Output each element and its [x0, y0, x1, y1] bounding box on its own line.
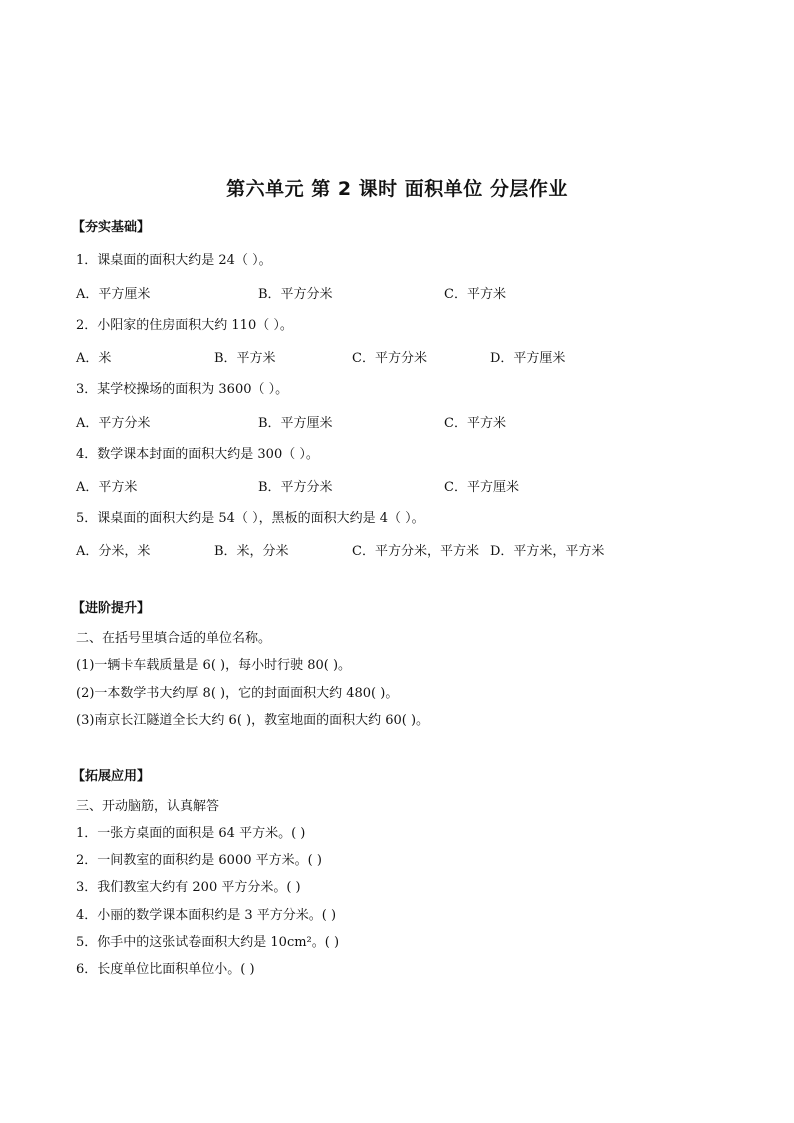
option-a[interactable]: A．米: [76, 351, 112, 366]
option-c[interactable]: C．平方厘米: [444, 480, 519, 495]
question-stem-2: 2．小阳家的住房面积大约 110（ ）。: [76, 318, 293, 333]
judge-item-5: 5．你手中的这张试卷面积大约是 10cm²。( ): [76, 935, 340, 950]
option-c[interactable]: C．平方分米: [352, 351, 427, 366]
fill-blank-item-3: (3)南京长江隧道全长大约 6( )，教室地面的面积大约 60( )。: [76, 713, 430, 728]
question-stem-5: 5．课桌面的面积大约是 54（ ），黑板的面积大约是 4（ ）。: [76, 511, 425, 526]
fill-blank-item-1: (1)一辆卡车载质量是 6( )，每小时行驶 80( )。: [76, 658, 352, 673]
question-options-5: [76, 540, 716, 558]
option-b[interactable]: B．米，分米: [214, 544, 289, 559]
fill-blank-item-2: (2)一本数学书大约厚 8( )，它的封面面积大约 480( )。: [76, 686, 399, 701]
judge-item-2: 2．一间教室的面积约是 6000 平方米。( ): [76, 853, 322, 868]
judge-item-6: 6．长度单位比面积单位小。( ): [76, 962, 255, 977]
question-options-1: [76, 283, 716, 301]
option-d[interactable]: D．平方厘米: [490, 351, 566, 366]
option-b[interactable]: B．平方分米: [258, 287, 333, 302]
section-intro-advanced: 二、在括号里填合适的单位名称。: [76, 631, 272, 646]
option-a[interactable]: A．平方厘米: [76, 287, 151, 302]
judge-item-3: 3．我们教室大约有 200 平方分米。( ): [76, 880, 301, 895]
option-c[interactable]: C．平方分米，平方米: [352, 544, 479, 559]
section-header-advanced: 【进阶提升】: [72, 601, 151, 616]
option-a[interactable]: A．平方米: [76, 480, 138, 495]
question-options-4: [76, 476, 716, 494]
option-c[interactable]: C．平方米: [444, 416, 506, 431]
question-stem-3: 3．某学校操场的面积为 3600（ ）。: [76, 382, 289, 397]
judge-item-4: 4．小丽的数学课本面积约是 3 平方分米。( ): [76, 908, 337, 923]
question-options-3: [76, 412, 716, 430]
question-stem-4: 4．数学课本封面的面积大约是 300（ ）。: [76, 447, 319, 462]
page-title: 第六单元 第 2 课时 面积单位 分层作业: [226, 178, 568, 200]
question-options-2: [76, 347, 716, 365]
option-b[interactable]: B．平方分米: [258, 480, 333, 495]
section-header-extended: 【拓展应用】: [72, 769, 151, 784]
option-a[interactable]: A．平方分米: [76, 416, 151, 431]
option-c[interactable]: C．平方米: [444, 287, 506, 302]
section-intro-extended: 三、开动脑筋，认真解答: [76, 799, 220, 814]
section-header-basic: 【夯实基础】: [72, 220, 151, 235]
judge-item-1: 1．一张方桌面的面积是 64 平方米。( ): [76, 826, 306, 841]
option-b[interactable]: B．平方厘米: [258, 416, 333, 431]
question-stem-1: 1．课桌面的面积大约是 24（ ）。: [76, 253, 272, 268]
option-a[interactable]: A．分米，米: [76, 544, 151, 559]
option-b[interactable]: B．平方米: [214, 351, 276, 366]
option-d[interactable]: D．平方米，平方米: [490, 544, 605, 559]
